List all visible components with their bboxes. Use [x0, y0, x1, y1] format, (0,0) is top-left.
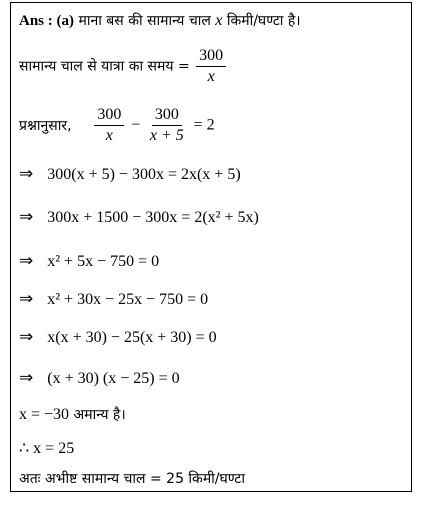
conclusion-text: अतः अभीष्ट सामान्य चाल = 25 किमी/घण्टा	[19, 471, 245, 487]
time-fraction	[196, 47, 226, 86]
eq1-minus: −	[131, 116, 141, 134]
answer-prefix: Ans : (a)	[19, 13, 74, 29]
therefore-math: ∴ x = 25	[19, 440, 75, 457]
step-5-math: x(x + 30) − 25(x + 30) = 0	[47, 329, 217, 346]
time-numerator: 300	[196, 47, 226, 67]
intro-line	[19, 11, 301, 30]
eq1-fraction-2	[147, 106, 187, 145]
step-6	[19, 369, 180, 388]
condition-line	[19, 106, 215, 145]
eq1-f2-denominator: x + 5	[149, 127, 184, 144]
implies-arrow-icon: ⇒	[19, 368, 34, 388]
implies-arrow-icon: ⇒	[19, 327, 34, 347]
step-2-math: 300x + 1500 − 300x = 2(x² + 5x)	[47, 209, 259, 226]
implies-arrow-icon: ⇒	[19, 207, 34, 227]
reject-line	[19, 405, 126, 424]
condition-label: प्रश्नानुसार,	[19, 117, 72, 134]
intro-variable: x	[215, 12, 223, 29]
eq1-fraction-1	[94, 106, 124, 145]
step-2	[19, 208, 259, 227]
step-5	[19, 328, 217, 347]
implies-arrow-icon: ⇒	[19, 164, 34, 184]
answer-box	[10, 2, 412, 492]
intro-unit: किमी/घण्टा है।	[222, 13, 301, 29]
step-4	[19, 290, 208, 309]
time-line	[19, 47, 228, 86]
eq1-f1-numerator: 300	[94, 106, 124, 126]
eq1-rhs: = 2	[193, 116, 215, 134]
step-1-math: 300(x + 5) − 300x = 2x(x + 5)	[47, 166, 241, 183]
intro-text: माना बस की सामान्य चाल	[74, 13, 216, 29]
implies-arrow-icon: ⇒	[19, 289, 34, 309]
conclusion-line	[19, 469, 245, 488]
step-6-math: (x + 30) (x − 25) = 0	[47, 370, 180, 387]
step-4-math: x² + 30x − 25x − 750 = 0	[47, 291, 209, 308]
implies-arrow-icon: ⇒	[19, 251, 34, 271]
eq1-f1-denominator: x	[105, 127, 113, 144]
reject-math: x = −30	[19, 406, 70, 423]
step-1	[19, 165, 241, 184]
therefore-line	[19, 439, 74, 458]
step-3-math: x² + 5x − 750 = 0	[47, 253, 160, 270]
time-label: सामान्य चाल से यात्रा का समय =	[19, 58, 195, 75]
reject-text: अमान्य है।	[69, 407, 126, 423]
eq1-f2-numerator: 300	[152, 106, 182, 126]
step-3	[19, 252, 159, 271]
time-denominator: x	[207, 68, 215, 85]
